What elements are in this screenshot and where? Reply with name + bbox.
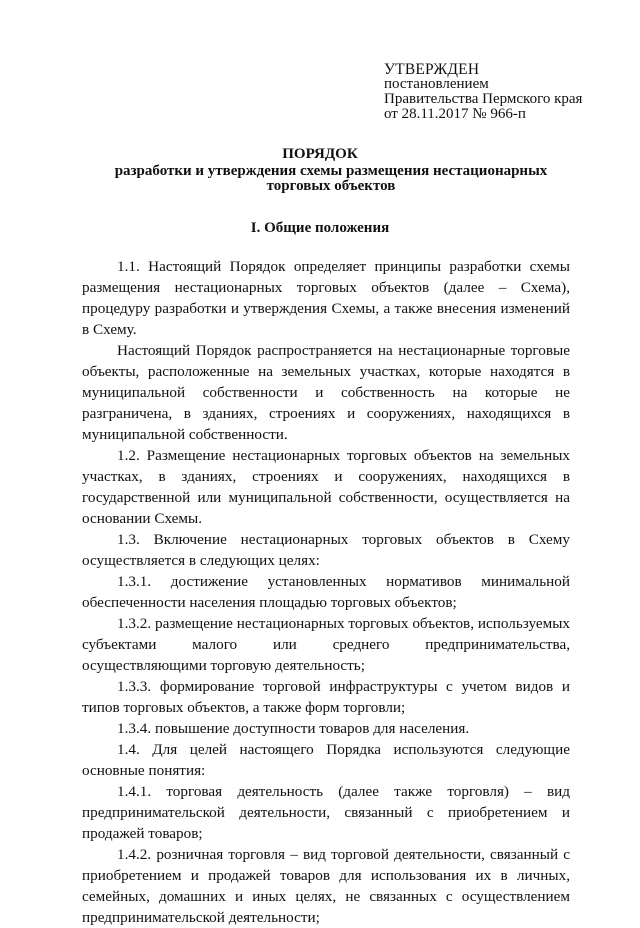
paragraph: 1.3.1. достижение установленных нормативов минимальной обеспеченности населения площадью торговых объектов; [82, 573, 570, 611]
paragraph: 1.4. Для целей настоящего Порядка используются следующие основные понятия: [82, 741, 570, 779]
paragraph: 1.3.2. размещение нестационарных торговых объектов, используемых субъектами малого или среднего предпринимательства, осуществляющими торговую деятельность; [82, 615, 570, 674]
document-title: ПОРЯДОК [282, 146, 358, 162]
paragraph: Настоящий Порядок распространяется на нестационарные торговые объекты, расположенные на земельных участках, которые находятся в муниципальной собственности и собственность на которые не разграничена, в зданиях, строениях и сооружениях, находящихся в муниципальной собственности. [82, 342, 570, 443]
paragraph: 1.3.4. повышение доступности товаров для населения. [117, 720, 470, 737]
paragraph: 1.1. Настоящий Порядок определяет принципы разработки схемы размещения нестационарных торговых объектов (далее – Схема), процедуру разработки и утверждения Схемы, а также внесения изменений в Схему. [82, 258, 570, 338]
approval-stamp [384, 62, 582, 122]
approval-line: Правительства Пермского края [384, 91, 583, 107]
approval-line: постановлением [384, 76, 489, 92]
approval-line: от 28.11.2017 № 966-п [384, 106, 526, 122]
paragraph: 1.4.1. торговая деятельность (далее также торговля) – вид предпринимательской деятельности, связанный с приобретением и продажей товаров; [82, 783, 570, 842]
approval-heading: УТВЕРЖДЕН [384, 61, 480, 78]
section-heading: I. Общие положения [250, 220, 390, 236]
paragraph: 1.4.2. розничная торговля – вид торговой деятельности, связанный с приобретением и продажей товаров для использования их в личных, семейных, домашних и иных целях, не связанных с осуществлением предпринимательской деятельности; [82, 846, 570, 926]
paragraph: 1.3.3. формирование торговой инфраструктуры с учетом видов и типов торговых объектов, а также форм торговли; [82, 678, 570, 716]
document-subtitle: разработки и утверждения схемы размещения нестационарных торговых объектов [114, 163, 548, 194]
document-body [82, 256, 570, 928]
paragraph: 1.3. Включение нестационарных торговых объектов в Схему осуществляется в следующих целях: [82, 531, 570, 569]
paragraph: 1.2. Размещение нестационарных торговых объектов на земельных участках, в зданиях, строениях и сооружениях, находящихся в государственной или муниципальной собственности, осуществляется на основании Схемы. [82, 447, 570, 527]
